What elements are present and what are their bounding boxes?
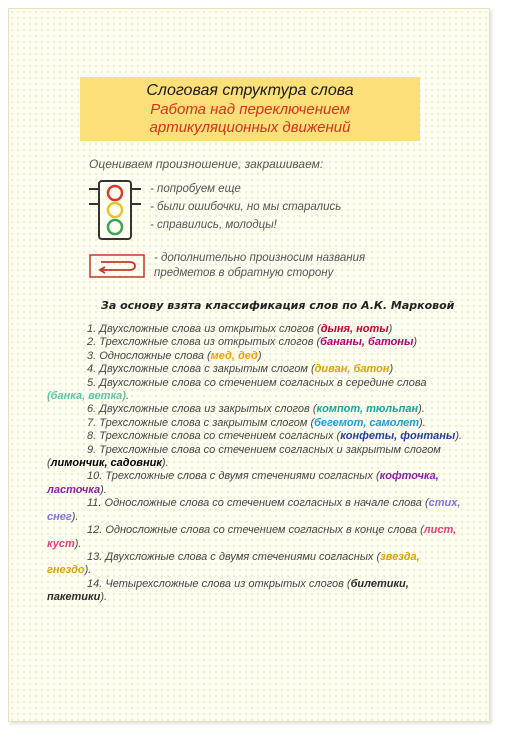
item-tail: ). <box>74 537 82 550</box>
item-tail: ). <box>100 483 107 496</box>
item-examples: билетики, пакетики <box>47 577 409 604</box>
list-item <box>47 497 467 524</box>
item-text: 9. Трехсложные слова со стечением согласных и закрытым слогом ( <box>47 443 441 470</box>
list-item <box>47 323 467 336</box>
list-item <box>47 350 467 363</box>
reverse-note-line-1: - дополнительно произносим названия <box>154 252 366 264</box>
item-text: 12. Односложные слова со стечением согласных в конце слова ( <box>87 524 424 537</box>
list-item <box>47 551 467 578</box>
list-item <box>47 403 467 416</box>
item-tail: ). <box>455 430 463 443</box>
list-item <box>47 336 467 349</box>
item-examples: дыня, ноты <box>320 323 389 335</box>
item-text: 4. Двухсложные слова с закрытым слогом ( <box>87 363 315 376</box>
item-tail: ). <box>71 510 79 523</box>
reverse-note-line-2: предметов в обратную сторону <box>154 267 334 279</box>
classification-basis: За основу взята классификация слов по А.К. Марковой <box>101 299 455 312</box>
item-text: 11. Односложные слова со стечением согласных в начале слова ( <box>87 497 429 510</box>
subtitle-line-2: артикуляционных движений <box>149 119 351 136</box>
list-item <box>47 417 467 430</box>
list-item <box>47 524 467 551</box>
item-text: 6. Двухсложные слова из закрытых слогов ( <box>87 403 317 416</box>
item-tail: ). <box>161 457 169 470</box>
traffic-light-icon <box>87 179 143 241</box>
list-item <box>47 377 467 404</box>
item-text: 8. Трехсложные слова со стечением согласных ( <box>87 430 341 443</box>
item-examples: мед, дед <box>210 349 258 362</box>
item-examples: компот, тюльпан <box>316 403 419 416</box>
item-examples: стих, снег <box>47 497 461 523</box>
item-text: 3. Односложные слова ( <box>87 349 211 362</box>
item-text: 14. Четырехсложные слова из открытых слогов ( <box>87 577 351 590</box>
item-examples: лист, куст <box>47 524 457 550</box>
item-tail: ). <box>100 591 108 604</box>
legend-red: - попробуем еще <box>150 183 241 195</box>
item-tail: ) <box>413 336 418 349</box>
item-text: 5. Двухсложные слова со стечением согласных в середине слова <box>87 376 427 389</box>
item-examples: (банка, ветка) <box>47 390 126 403</box>
item-tail: ) <box>257 349 262 362</box>
item-tail: ). <box>419 416 426 429</box>
item-tail: ). <box>84 564 92 577</box>
legend-yellow: - были ошибочки, но мы старались <box>150 201 342 213</box>
list-item <box>47 430 467 443</box>
intro-text: Оцениваем произношение, закрашиваем: <box>89 157 324 171</box>
item-text: 10. Трехсложные слова с двумя стечениями согласных ( <box>87 470 380 483</box>
list-item <box>47 470 467 497</box>
item-examples: бананы, батоны <box>320 336 414 349</box>
legend-green: - справились, молодцы! <box>150 219 277 231</box>
item-tail: . <box>125 390 129 403</box>
title-banner <box>80 77 420 141</box>
item-text: 13. Двухсложные слова с двумя стечениями согласных ( <box>87 550 381 563</box>
item-tail: ) <box>389 363 394 376</box>
syllable-structure-list <box>47 323 467 605</box>
item-tail: ) <box>388 323 393 335</box>
item-text: 1. Двухсложные слова из открытых слогов ( <box>87 323 321 335</box>
item-examples: лимончик, садовник <box>50 457 162 470</box>
item-tail: ). <box>418 403 425 416</box>
item-examples: диван, батон <box>314 363 390 376</box>
item-examples: бегемот, самолет <box>314 416 420 429</box>
list-item <box>47 444 467 471</box>
page-title: Слоговая структура слова <box>146 82 354 99</box>
item-text: 2. Трехсложные слова из открытых слогов ( <box>87 336 321 349</box>
item-text: 7. Трехсложные слова с закрытым слогом ( <box>87 416 315 429</box>
list-item <box>47 578 467 605</box>
document-page <box>8 8 490 722</box>
item-examples: кофточка, ласточка <box>47 470 439 496</box>
subtitle-line-1: Работа над переключением <box>150 101 350 118</box>
reverse-arrow-icon <box>89 254 145 278</box>
item-examples: звезда, гнездо <box>47 550 420 577</box>
list-item <box>47 363 467 376</box>
item-examples: конфеты, фонтаны <box>340 430 456 443</box>
